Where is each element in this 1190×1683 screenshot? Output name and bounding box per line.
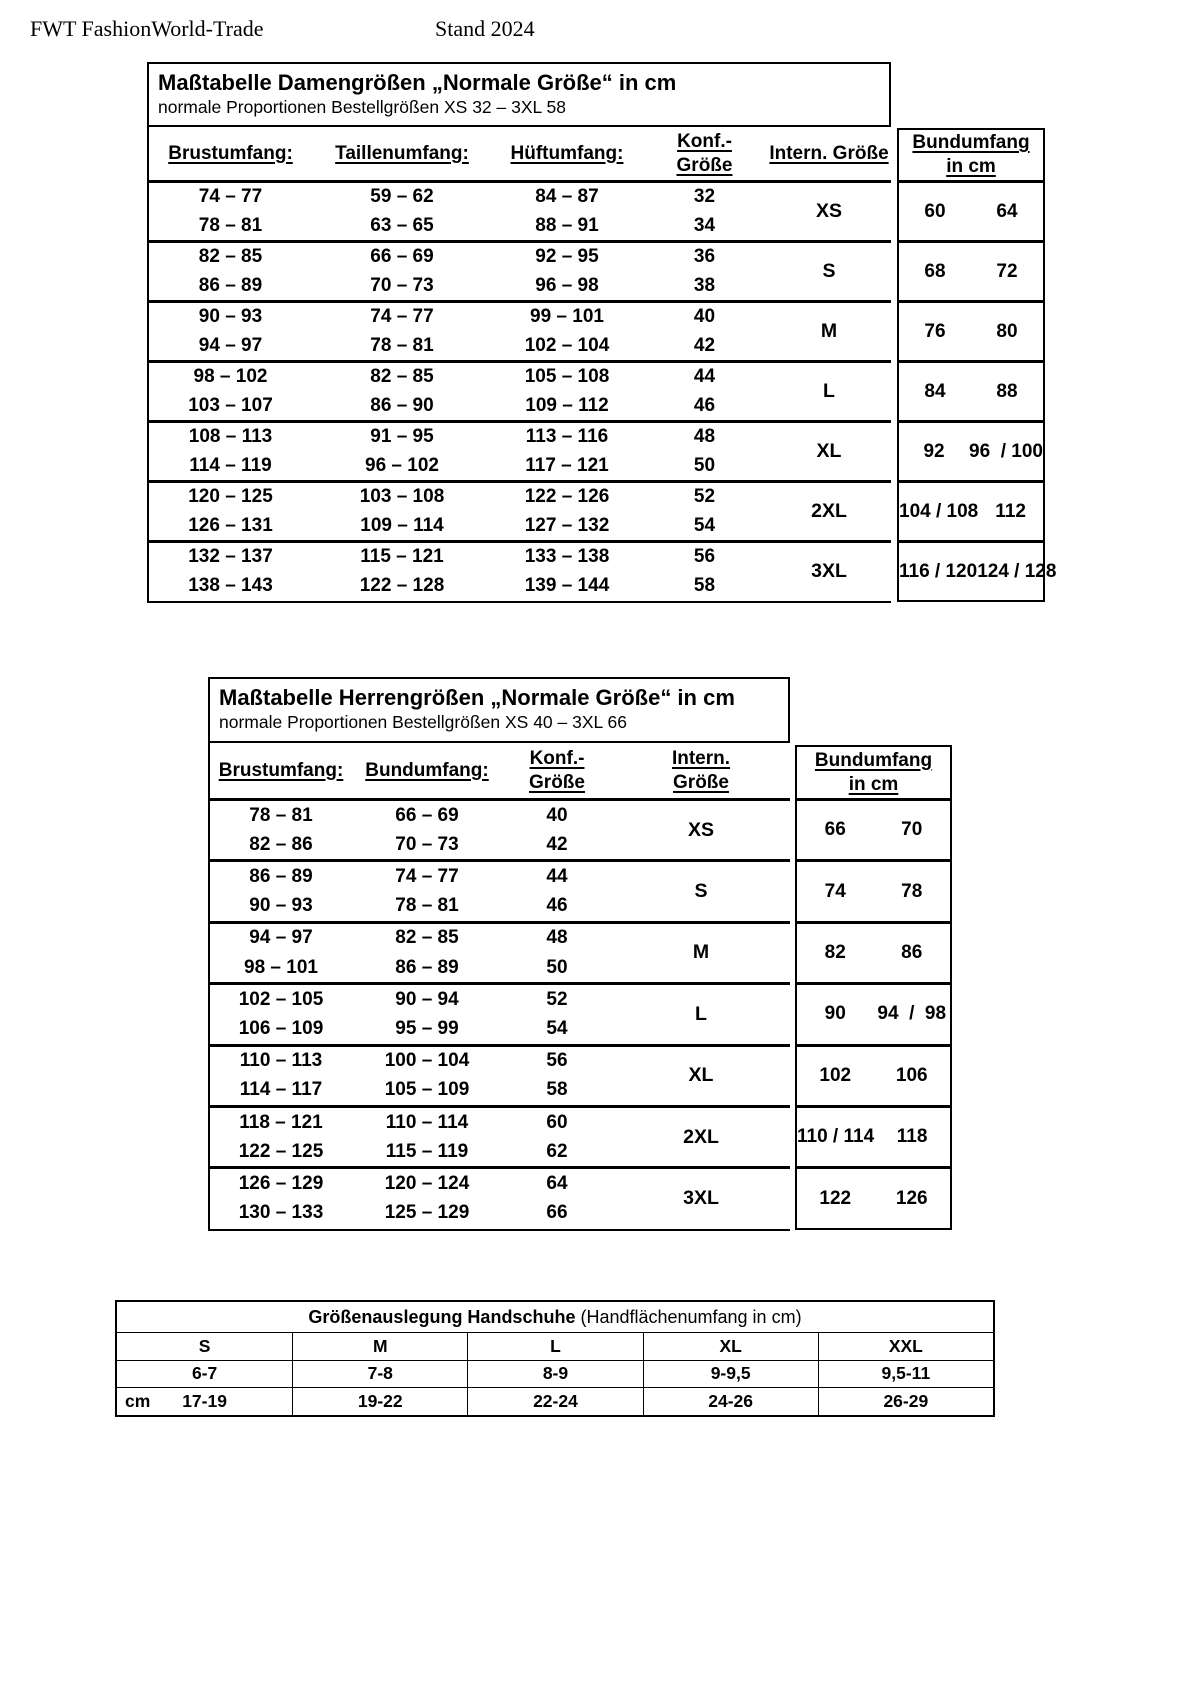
men-header-konf-line1: Konf.- bbox=[529, 747, 585, 769]
bund-value: 78 – 81 bbox=[395, 895, 459, 917]
men-size-group-row bbox=[210, 982, 790, 1043]
women-header-konf bbox=[642, 127, 767, 180]
konf-value: 46 bbox=[546, 895, 568, 917]
bust-value: 78 – 81 bbox=[198, 214, 263, 236]
bust-value: 130 – 133 bbox=[238, 1202, 324, 1224]
konf-value: 52 bbox=[546, 988, 568, 1010]
men-header-konf bbox=[502, 743, 612, 798]
gloves-size-value: 8-9 bbox=[467, 1361, 642, 1388]
waist-column bbox=[312, 303, 492, 360]
women-table-title-box bbox=[147, 62, 891, 127]
bust-value: 132 – 137 bbox=[188, 546, 273, 568]
men-bund-group-row bbox=[797, 921, 950, 982]
gloves-cm-value-text: 17-19 bbox=[182, 1390, 227, 1411]
konf-column bbox=[642, 423, 767, 480]
hip-value: 139 – 144 bbox=[524, 574, 610, 596]
men-header-bust bbox=[210, 743, 352, 798]
bust-column bbox=[149, 423, 312, 480]
men-header-bust-label: Brustumfang: bbox=[218, 759, 344, 781]
gloves-cm-value: 22-24 bbox=[467, 1388, 642, 1415]
bund-cm-value: 74 bbox=[824, 880, 846, 902]
bust-column bbox=[149, 183, 312, 240]
women-bund-group-row bbox=[899, 540, 1057, 600]
women-header-intern bbox=[767, 127, 891, 180]
konf-column bbox=[502, 1108, 612, 1166]
women-bund-column bbox=[897, 128, 1057, 602]
bund-cm-value: 64 bbox=[996, 200, 1018, 222]
bust-value: 94 – 97 bbox=[198, 334, 263, 356]
waist-value: 115 – 121 bbox=[360, 546, 444, 568]
konf-column bbox=[502, 985, 612, 1043]
gloves-size-header: S bbox=[198, 1335, 211, 1356]
women-size-group-row bbox=[149, 360, 891, 420]
bund-value: 66 – 69 bbox=[395, 804, 459, 826]
intern-size-label: XS bbox=[687, 818, 714, 841]
women-header-bund-cm bbox=[899, 130, 1043, 180]
women-size-group-row bbox=[149, 240, 891, 300]
konf-column bbox=[642, 183, 767, 240]
men-size-group-row bbox=[210, 1044, 790, 1105]
waist-column bbox=[312, 363, 492, 420]
men-size-group-row bbox=[210, 1166, 790, 1227]
waist-value: 109 – 114 bbox=[360, 514, 444, 536]
women-table-title: Maßtabelle Damengrößen „Normale Größe“ in cm bbox=[158, 70, 677, 95]
intern-size-label: M bbox=[692, 941, 710, 964]
bund-value: 95 – 99 bbox=[395, 1017, 459, 1039]
konf-column bbox=[642, 363, 767, 420]
bund-cm-value: 68 bbox=[924, 260, 946, 282]
konf-column bbox=[642, 483, 767, 540]
waist-value: 122 – 128 bbox=[359, 574, 445, 596]
intern-size-label: S bbox=[822, 260, 836, 282]
bund-cm-value: 80 bbox=[996, 320, 1018, 342]
bund-cm-value: 88 bbox=[996, 380, 1018, 402]
bust-value: 102 – 105 bbox=[238, 988, 324, 1010]
konf-column bbox=[502, 924, 612, 982]
men-header-bund-line2: in cm bbox=[848, 773, 899, 795]
women-size-group-row bbox=[149, 540, 891, 600]
bund-column bbox=[352, 862, 502, 920]
men-table-subtitle: normale Proportionen Bestellgrößen XS 40 – 3XL 66 bbox=[219, 712, 627, 732]
bust-column bbox=[210, 1047, 352, 1105]
konf-value: 42 bbox=[546, 833, 568, 855]
konf-value: 66 bbox=[546, 1202, 568, 1224]
men-header-intern bbox=[612, 743, 790, 798]
bust-value: 126 – 131 bbox=[188, 514, 273, 536]
konf-value: 32 bbox=[693, 186, 716, 208]
intern-size-label: XS bbox=[815, 200, 842, 222]
bust-value: 74 – 77 bbox=[198, 186, 263, 208]
bund-value: 100 – 104 bbox=[384, 1050, 470, 1072]
bust-column bbox=[149, 363, 312, 420]
konf-column bbox=[642, 243, 767, 300]
gloves-size-value: 9-9,5 bbox=[643, 1361, 818, 1388]
bund-column bbox=[352, 1169, 502, 1227]
waist-value: 82 – 85 bbox=[370, 366, 434, 388]
hip-value: 88 – 91 bbox=[535, 214, 599, 236]
women-bund-group-row bbox=[899, 180, 1043, 240]
men-table-body bbox=[210, 798, 790, 1228]
gloves-cm-value: 19-22 bbox=[292, 1388, 467, 1415]
konf-value: 54 bbox=[693, 514, 716, 536]
bust-value: 106 – 109 bbox=[238, 1017, 324, 1039]
konf-value: 48 bbox=[693, 426, 716, 448]
women-bund-group-row bbox=[899, 480, 1043, 540]
gloves-size-value: 7-8 bbox=[292, 1361, 467, 1388]
women-header-bund-line2: in cm bbox=[946, 156, 996, 177]
bust-value: 122 – 125 bbox=[238, 1140, 324, 1162]
bund-value: 125 – 129 bbox=[384, 1202, 470, 1224]
hip-column bbox=[492, 363, 642, 420]
men-bund-group-row bbox=[797, 798, 950, 859]
bund-cm-value: 116 / 120 bbox=[899, 560, 978, 582]
hip-value: 99 – 101 bbox=[530, 306, 604, 328]
gloves-title-bold: Größenauslegung Handschuhe bbox=[308, 1306, 576, 1327]
konf-value: 64 bbox=[546, 1172, 568, 1194]
waist-value: 70 – 73 bbox=[370, 274, 434, 296]
konf-column bbox=[642, 303, 767, 360]
men-size-group-row bbox=[210, 921, 790, 982]
bust-value: 94 – 97 bbox=[249, 927, 313, 949]
women-bund-group-row bbox=[899, 360, 1043, 420]
konf-value: 38 bbox=[693, 274, 716, 296]
bust-value: 98 – 102 bbox=[193, 366, 268, 388]
gloves-size-value: 6-7 bbox=[191, 1363, 218, 1384]
waist-value: 96 – 102 bbox=[365, 454, 439, 476]
waist-value: 78 – 81 bbox=[370, 334, 434, 356]
konf-value: 52 bbox=[693, 486, 716, 508]
hip-value: 133 – 138 bbox=[524, 546, 610, 568]
waist-column bbox=[312, 243, 492, 300]
women-header-waist bbox=[312, 127, 492, 180]
women-size-group-row bbox=[149, 180, 891, 240]
waist-column bbox=[312, 543, 492, 600]
bust-value: 114 – 119 bbox=[189, 454, 272, 476]
bund-cm-value: 122 bbox=[819, 1187, 852, 1209]
konf-column bbox=[502, 862, 612, 920]
brand-title: FWT FashionWorld-Trade bbox=[30, 16, 264, 41]
konf-value: 50 bbox=[546, 956, 568, 978]
gloves-size-header: M bbox=[292, 1333, 467, 1360]
bund-cm-value: 76 bbox=[924, 320, 946, 342]
hip-column bbox=[492, 483, 642, 540]
bust-column bbox=[210, 862, 352, 920]
konf-value: 40 bbox=[693, 306, 716, 328]
men-bund-group-row bbox=[797, 859, 950, 920]
bust-column bbox=[149, 243, 312, 300]
bund-cm-value: 124 / 128 bbox=[977, 560, 1057, 582]
bund-cm-value: 82 bbox=[824, 941, 846, 963]
waist-column bbox=[312, 423, 492, 480]
men-bund-group-row bbox=[797, 1044, 950, 1105]
bund-value: 115 – 119 bbox=[385, 1140, 469, 1162]
women-table-body bbox=[149, 180, 891, 600]
waist-value: 86 – 90 bbox=[370, 394, 434, 416]
gloves-cm-unit-label: cm bbox=[125, 1390, 151, 1411]
hip-value: 96 – 98 bbox=[535, 274, 599, 296]
women-size-group-row bbox=[149, 480, 891, 540]
hip-value: 127 – 132 bbox=[524, 514, 610, 536]
konf-value: 58 bbox=[546, 1079, 568, 1101]
bund-column bbox=[352, 985, 502, 1043]
women-table-subtitle: normale Proportionen Bestellgrößen XS 32 – 3XL 58 bbox=[158, 97, 566, 117]
bund-value: 110 – 114 bbox=[385, 1111, 469, 1133]
men-bund-body bbox=[797, 798, 950, 1228]
bund-cm-value: 86 bbox=[901, 941, 923, 963]
men-size-group-row bbox=[210, 798, 790, 859]
gloves-cm-value: 24-26 bbox=[643, 1388, 818, 1415]
intern-size-label: 3XL bbox=[683, 1187, 719, 1210]
gloves-cm-value: 26-29 bbox=[818, 1388, 993, 1415]
bund-cm-value: 94 / 98 bbox=[877, 1003, 947, 1025]
men-table-header-row bbox=[210, 743, 790, 798]
bund-cm-value: 104 / 108 bbox=[899, 500, 979, 522]
gloves-size-header: XL bbox=[643, 1333, 818, 1360]
waist-column bbox=[312, 483, 492, 540]
men-header-bund bbox=[352, 743, 502, 798]
bust-column bbox=[210, 801, 352, 859]
konf-value: 34 bbox=[693, 214, 716, 236]
women-table-header-row bbox=[149, 127, 891, 180]
konf-value: 56 bbox=[546, 1050, 568, 1072]
hip-value: 113 – 116 bbox=[525, 426, 609, 448]
bust-value: 118 – 121 bbox=[239, 1111, 323, 1133]
hip-value: 92 – 95 bbox=[535, 246, 599, 268]
hip-column bbox=[492, 423, 642, 480]
women-size-table bbox=[147, 127, 891, 603]
gloves-size-header: L bbox=[467, 1333, 642, 1360]
bust-value: 114 – 117 bbox=[239, 1079, 323, 1101]
konf-value: 62 bbox=[546, 1140, 568, 1162]
gloves-title-normal: (Handflächenumfang in cm) bbox=[575, 1306, 802, 1327]
konf-value: 48 bbox=[546, 927, 568, 949]
bust-value: 110 – 113 bbox=[239, 1050, 323, 1072]
bund-cm-value: 106 bbox=[895, 1064, 928, 1086]
bust-column bbox=[210, 1108, 352, 1166]
bust-column bbox=[210, 924, 352, 982]
bust-value: 126 – 129 bbox=[238, 1172, 324, 1194]
men-header-bund-cm bbox=[797, 747, 950, 798]
bust-column bbox=[210, 1169, 352, 1227]
women-header-bust bbox=[149, 127, 312, 180]
intern-size-label: 2XL bbox=[811, 500, 847, 522]
bund-cm-value: 70 bbox=[901, 819, 923, 841]
men-table-title: Maßtabelle Herrengrößen „Normale Größe“ in cm bbox=[219, 685, 735, 710]
men-bund-group-row bbox=[797, 1166, 950, 1227]
men-table-title-box bbox=[208, 677, 790, 743]
hip-value: 84 – 87 bbox=[535, 186, 599, 208]
konf-value: 44 bbox=[546, 865, 568, 887]
hip-column bbox=[492, 243, 642, 300]
bust-value: 108 – 113 bbox=[188, 426, 273, 448]
bust-value: 78 – 81 bbox=[249, 804, 313, 826]
bust-column bbox=[149, 543, 312, 600]
gloves-size-header: XXL bbox=[818, 1333, 993, 1360]
bund-cm-value: 126 bbox=[895, 1187, 928, 1209]
gloves-table-title bbox=[117, 1302, 993, 1333]
hip-value: 102 – 104 bbox=[524, 334, 610, 356]
men-header-intern-line1: Intern. bbox=[671, 747, 731, 769]
men-header-bund-label: Bundumfang: bbox=[365, 759, 489, 781]
bund-column bbox=[352, 924, 502, 982]
bust-value: 82 – 85 bbox=[198, 246, 263, 268]
bund-cm-value: 84 bbox=[924, 380, 946, 402]
bund-cm-value: 96 / 100 bbox=[969, 440, 1043, 462]
gloves-size-value: 9,5-11 bbox=[818, 1361, 993, 1388]
hip-column bbox=[492, 183, 642, 240]
bund-value: 70 – 73 bbox=[395, 833, 459, 855]
bund-value: 105 – 109 bbox=[384, 1079, 470, 1101]
waist-column bbox=[312, 183, 492, 240]
hip-value: 122 – 126 bbox=[524, 486, 610, 508]
gloves-header-row bbox=[117, 1333, 993, 1360]
konf-value: 40 bbox=[546, 804, 568, 826]
bund-value: 120 – 124 bbox=[384, 1172, 470, 1194]
bund-value: 82 – 85 bbox=[395, 927, 459, 949]
women-header-konf-line2: Größe bbox=[676, 154, 733, 176]
intern-size-label: XL bbox=[816, 440, 842, 462]
women-header-hip-label: Hüftumfang: bbox=[510, 142, 624, 164]
bund-cm-value: 90 bbox=[824, 1003, 846, 1025]
intern-size-label: 3XL bbox=[811, 560, 847, 582]
men-bund-column bbox=[795, 745, 952, 1230]
bust-value: 138 – 143 bbox=[188, 574, 273, 596]
hip-value: 105 – 108 bbox=[524, 366, 610, 388]
women-bund-body bbox=[899, 180, 1057, 600]
men-header-konf-line2: Größe bbox=[529, 771, 585, 793]
hip-column bbox=[492, 303, 642, 360]
intern-size-label: L bbox=[823, 380, 835, 402]
konf-value: 44 bbox=[693, 366, 716, 388]
women-header-hip bbox=[492, 127, 642, 180]
intern-size-label: M bbox=[820, 320, 838, 342]
waist-value: 91 – 95 bbox=[370, 426, 434, 448]
intern-size-label: 2XL bbox=[683, 1125, 719, 1148]
women-bund-group-row bbox=[899, 300, 1043, 360]
gloves-inch-row bbox=[117, 1360, 993, 1388]
waist-value: 74 – 77 bbox=[370, 306, 434, 328]
bust-column bbox=[149, 483, 312, 540]
bust-value: 98 – 101 bbox=[244, 956, 318, 978]
bust-value: 90 – 93 bbox=[249, 895, 313, 917]
bund-cm-value: 112 bbox=[995, 500, 1026, 522]
men-bund-group-row bbox=[797, 982, 950, 1043]
bund-cm-value: 72 bbox=[996, 260, 1018, 282]
document-version: Stand 2024 bbox=[435, 16, 535, 41]
men-size-group-row bbox=[210, 1105, 790, 1166]
bust-value: 82 – 86 bbox=[249, 833, 313, 855]
bund-cm-value: 66 bbox=[824, 819, 846, 841]
intern-size-label: XL bbox=[688, 1064, 714, 1087]
hip-value: 117 – 121 bbox=[525, 454, 609, 476]
intern-size-label: L bbox=[695, 1002, 707, 1025]
bund-value: 74 – 77 bbox=[395, 865, 459, 887]
waist-value: 59 – 62 bbox=[370, 186, 434, 208]
konf-column bbox=[502, 1047, 612, 1105]
bust-value: 86 – 89 bbox=[249, 865, 313, 887]
bund-cm-value: 78 bbox=[901, 880, 923, 902]
gloves-size-table bbox=[115, 1300, 995, 1417]
women-header-intern-label: Intern. Größe bbox=[769, 142, 889, 164]
bund-cm-value: 60 bbox=[924, 200, 946, 222]
men-header-bund-line1: Bundumfang bbox=[814, 749, 933, 771]
gloves-cm-value bbox=[117, 1388, 292, 1415]
bust-value: 86 – 89 bbox=[198, 274, 263, 296]
women-bund-group-row bbox=[899, 240, 1043, 300]
hip-column bbox=[492, 543, 642, 600]
bund-value: 86 – 89 bbox=[395, 956, 459, 978]
bund-cm-value: 92 bbox=[923, 440, 945, 462]
gloves-cm-row bbox=[117, 1387, 993, 1415]
women-header-bust-label: Brustumfang: bbox=[168, 142, 293, 164]
women-size-group-row bbox=[149, 420, 891, 480]
men-size-group-row bbox=[210, 859, 790, 920]
waist-value: 103 – 108 bbox=[359, 486, 445, 508]
women-bund-group-row bbox=[899, 420, 1043, 480]
women-header-konf-line1: Konf.- bbox=[677, 130, 732, 152]
men-size-table bbox=[208, 743, 790, 1231]
konf-value: 42 bbox=[693, 334, 716, 356]
bund-column bbox=[352, 1108, 502, 1166]
waist-value: 63 – 65 bbox=[370, 214, 434, 236]
konf-value: 36 bbox=[693, 246, 716, 268]
konf-value: 54 bbox=[546, 1017, 568, 1039]
bund-cm-value: 102 bbox=[819, 1064, 852, 1086]
bund-cm-value: 110 / 114 bbox=[797, 1126, 875, 1148]
women-header-bund-line1: Bundumfang bbox=[912, 132, 1030, 153]
bust-value: 120 – 125 bbox=[188, 486, 273, 508]
waist-value: 66 – 69 bbox=[370, 246, 434, 268]
bust-column bbox=[210, 985, 352, 1043]
konf-value: 60 bbox=[546, 1111, 568, 1133]
konf-column bbox=[502, 1169, 612, 1227]
bust-column bbox=[149, 303, 312, 360]
men-header-intern-line2: Größe bbox=[673, 771, 729, 793]
bund-cm-value: 118 bbox=[896, 1126, 928, 1148]
intern-size-label: S bbox=[694, 880, 708, 903]
konf-value: 56 bbox=[693, 546, 716, 568]
bund-column bbox=[352, 1047, 502, 1105]
women-size-group-row bbox=[149, 300, 891, 360]
bund-column bbox=[352, 801, 502, 859]
konf-value: 50 bbox=[693, 454, 716, 476]
hip-value: 109 – 112 bbox=[525, 394, 609, 416]
men-bund-group-row bbox=[797, 1105, 950, 1166]
konf-column bbox=[642, 543, 767, 600]
bust-value: 90 – 93 bbox=[198, 306, 263, 328]
konf-column bbox=[502, 801, 612, 859]
bund-value: 90 – 94 bbox=[395, 988, 459, 1010]
konf-value: 58 bbox=[693, 574, 716, 596]
women-header-waist-label: Taillenumfang: bbox=[335, 142, 469, 164]
konf-value: 46 bbox=[693, 394, 716, 416]
bust-value: 103 – 107 bbox=[188, 394, 273, 416]
